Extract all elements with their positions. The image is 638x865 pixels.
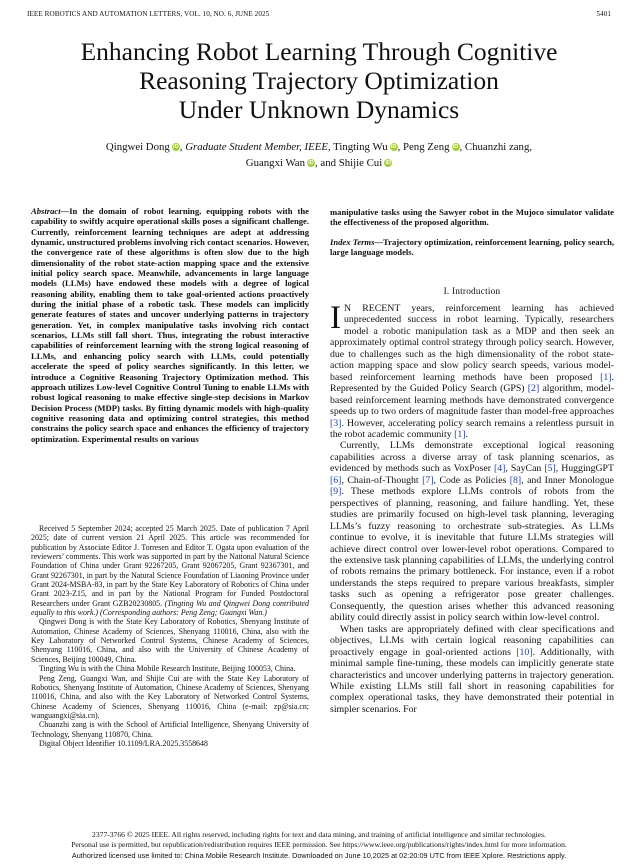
author-list bbox=[20, 140, 618, 171]
author-line-1 bbox=[20, 140, 618, 156]
citation-link[interactable]: [10] bbox=[516, 646, 533, 658]
running-header bbox=[27, 10, 611, 18]
intro-paragraph-3 bbox=[330, 624, 614, 716]
intro-text: . These methods explore LLMs controls of robots from the perspectives of planning, reasoning, and failure handling. Yet, these studies are primarily focused on high-level task planning, leveraging LLMs’s fuzzy reasoning to orchestrate sub-strategies. As LLMs continue to evolve, it is inevitable that future LLMs strategies will achieve direct control over lower-level robot operations. Compared to the extensive task planning capabilities of LLMs, the underlying control of robots remains the primary bottleneck. For instance, even if a robot understands the steps required to prepare various breakfasts, simpler tasks such as opening a refrigerator pose greater challenges. Consequently, the question arises whether this advanced reasoning ability could directly assist in policy search within low-level control. bbox=[330, 486, 614, 624]
footnote-affiliation: Chuanzhi zang is with the School of Artificial Intelligence, Shenyang University of Technology, Shenyang 110870, China. bbox=[31, 720, 309, 739]
intro-paragraph-2 bbox=[330, 440, 614, 623]
authorized-use-banner: Authorized licensed use limited to: China Mobile Research Institute. Downloaded on June 10,2025 at 02:20:09 UTC from IEEE Xplore. Restrictions apply. bbox=[71, 851, 567, 860]
intro-text: . Additionally, with minimal sample fine-tuning, these models can implicitly generate state characteristics and uncover underlying patterns in trajectory generation. While existing LLMs still fall short in reasoning capabilities for complex operational tasks, they have demonstrated their potential in simpler scenarios. For bbox=[330, 646, 614, 715]
author-membership: , Graduate Student Member, IEEE, bbox=[179, 141, 331, 153]
author-name: Tingting Wu bbox=[330, 141, 388, 153]
orcid-icon[interactable]: iD bbox=[173, 144, 179, 150]
citation-link[interactable]: [6] bbox=[330, 474, 342, 486]
page-number: 5401 bbox=[596, 10, 611, 18]
citation-link[interactable]: [4] bbox=[493, 463, 506, 475]
citation-link[interactable]: [5] bbox=[544, 463, 556, 475]
author-name: , Peng Zeng bbox=[397, 141, 450, 153]
intro-text: Currently, LLMs demonstrate exceptional logical reasoning capabilities across a diverse array of task planning scenarios, as evidenced by methods such as VoxPoser bbox=[330, 440, 614, 475]
author-name: Qingwei Dong bbox=[105, 141, 170, 153]
citation-link[interactable]: [9] bbox=[330, 486, 342, 498]
footnote-affiliation: Tingting Wu is with the China Mobile Research Institute, Beijing 100053, China. bbox=[39, 664, 296, 674]
index-terms-label: Index Terms— bbox=[330, 237, 384, 247]
footnote-doi: Digital Object Identifier 10.1109/LRA.2025.3558648 bbox=[39, 738, 208, 748]
copyright-notice bbox=[20, 830, 618, 849]
author-name: , and Shijie Cui bbox=[315, 156, 383, 169]
title-line-2: Reasoning Trajectory Optimization bbox=[139, 66, 499, 95]
intro-text: , Chain-of-Thought bbox=[341, 474, 423, 486]
footnote-text: Received 5 September 2024; accepted 25 March 2025. Date of publication 7 April 2025; date of current version 21 April 2025. This article was recommended for publication by Associate Editor J. Torresen and Editor T. Ogata upon evaluation of the reviewers’ comments. This work was supported in part by the National Natural Science Foundation of China under Grant 92267205, Grant 92067205, Grant 92367301, and Grant 92267301, in part by the Natural Science Foundation of Liaoning Province under Grant 2024-MSBA-83, in part by the State Key Laboratory of Robotics of China under Grant 2023-Z15, and in part by the National Program for Funded Postdoctoral Researchers under Grant GZB20230805. bbox=[31, 524, 309, 608]
author-name: , Chuanzhi zang, bbox=[459, 141, 533, 153]
intro-text: , and Inner Monologue bbox=[521, 474, 614, 486]
intro-text: . bbox=[465, 428, 468, 440]
intro-paragraph-1 bbox=[330, 300, 614, 440]
footnote-corresponding: (Tingting Wu and Qingwei Dong contributed equally to this work.) (Corresponding authors: Peng Zeng; Guangxi Wan.) bbox=[31, 598, 309, 618]
introduction-body bbox=[330, 300, 614, 715]
citation-link[interactable]: [2] bbox=[527, 383, 540, 395]
abstract-text: In the domain of robot learning, equipping robots with the capability to swiftly acquire operational skills poses a significant challenge. Currently, reinforcement learning techniques are adept at addressing dynamic, unstructured problems involving rich contact scenarios. However, the convergence rate of these algorithms is often slow due to the high dimensionality of the robot state-action mapping space and the extensive initial policy search space. Meanwhile, advancements in large language models (LLMs) have endowed these models with a degree of logical reasoning ability, enabling them to take goal-oriented actions proactively during the initial phase of a robotic task. These models can implicitly generate features of states and uncover underlying patterns in trajectory generation. Yet, in complex manipulative tasks involving rich contact scenarios, LLMs still fall short. Thus, integrating the robust interactive capabilities of reinforcement learning with the strong logical reasoning of LLMs, and enhancing policy search with LLMs, could potentially accelerate the speed of policy searches significantly. In this letter, we introduce a Cognitive Reasoning Trajectory Optimization method. This approach utilizes Low-level Cognitive Control Tuning to enable LLMs with robust logical reasoning to make effective single-step decisions in Markov Decision Process (MDP) tasks. By fitting dynamic models with high-quality cognitive reasoning data and optimizing control strategies, this method constrains the policy search space and enhances the efficiency of trajectory optimization. Experimental results on various bbox=[31, 206, 309, 444]
citation-link[interactable]: [7] bbox=[422, 474, 434, 486]
footnote-affiliation: Qingwei Dong is with the State Key Laboratory of Robotics, Shenyang Institute of Automation, Chinese Academy of Sciences, Shenyang 110016, China, also with the Key Laboratory of Networked Control Systems, Chinese Academy of Sciences, Shenyang 110016, China, and also with the University of Chinese Academy of Sciences, Beijing 100049, China. bbox=[31, 617, 309, 664]
index-terms-text: Trajectory optimization, reinforcement learning, policy search, large language models. bbox=[330, 237, 615, 258]
title-line-3: Under Unknown Dynamics bbox=[178, 95, 460, 124]
section-heading: I. Introduction bbox=[443, 287, 501, 297]
footnote-received bbox=[31, 524, 309, 617]
footnotes bbox=[31, 524, 309, 748]
intro-text: N RECENT years, reinforcement learning has achieved unprecedented success in robot learning. Typically, researchers model a robotic manipulation task as a MDP and then seek an approximately optimal control strategy through policy search. However, due to challenges such as the high dimensionality of the robot state-action mapping space and slow policy search speeds, various model-based reinforcement learning methods have been proposed bbox=[330, 303, 614, 383]
abstract-label: Abstract— bbox=[31, 206, 70, 216]
intro-text: When tasks are appropriately defined with clear specifications and objectives, LLMs with certain logical reasoning capabilities can proactively engage in goal-oriented actions bbox=[330, 623, 614, 658]
orcid-icon[interactable]: iD bbox=[308, 159, 314, 166]
orcid-icon[interactable]: iD bbox=[390, 144, 397, 150]
footnote-affiliation: Peng Zeng, Guangxi Wan, and Shijie Cui are with the State Key Laboratory of Robotics, Shenyang Institute of Automation, Chinese Academy of Sciences, Shenyang 110016, China, and also with the Key Laboratory of Networked Control Systems, Chinese Academy of Sciences, Shenyang 110016, China (e-mail: zp@sia.cn; wanguangxi@sia.cn). bbox=[31, 673, 309, 720]
intro-text: . Represented by the Guided Policy Search (GPS) bbox=[330, 371, 614, 395]
index-terms bbox=[330, 237, 614, 258]
citation-link[interactable]: [1] bbox=[600, 371, 612, 383]
citation-link[interactable]: [8] bbox=[509, 474, 522, 486]
copyright-line-2: Personal use is permitted, but republication/redistribution requires IEEE permission. See https://www.ieee.org/publications/rights/index.html for more information. bbox=[71, 839, 567, 849]
abstract-continued: manipulative tasks using the Sawyer robot in the Mujoco simulator validate the effectiveness of the proposed algorithm. bbox=[330, 207, 614, 228]
title-line-1: Enhancing Robot Learning Through Cognitive bbox=[80, 37, 558, 66]
intro-text: , Code as Policies bbox=[433, 474, 510, 486]
intro-text: algorithm, model-based reinforcement learning methods have demonstrated convergence speeds up to two orders of magnitude faster than model-free approaches bbox=[330, 383, 614, 418]
drop-cap: I bbox=[330, 300, 341, 336]
intro-text: , HuggingGPT bbox=[555, 463, 614, 475]
citation-link[interactable]: [1] bbox=[454, 428, 466, 440]
orcid-icon[interactable]: iD bbox=[385, 159, 391, 166]
intro-text: , SayCan bbox=[505, 463, 545, 475]
paper-title bbox=[20, 37, 618, 124]
abstract bbox=[31, 206, 309, 444]
author-name: Guangxi Wan bbox=[245, 156, 306, 169]
journal-header: IEEE ROBOTICS AND AUTOMATION LETTERS, VOL. 10, NO. 6, JUNE 2025 bbox=[27, 10, 270, 18]
citation-link[interactable]: [3] bbox=[330, 417, 342, 429]
copyright-line-1: 2377-3766 © 2025 IEEE. All rights reserved, including rights for text and data mining, and training of artificial intelligence and similar technologies. bbox=[92, 830, 546, 839]
orcid-icon[interactable]: iD bbox=[452, 144, 459, 150]
author-line-2 bbox=[20, 156, 618, 172]
intro-text: . However, accelerating policy search remains a relentless pursuit in the robot academic community bbox=[330, 417, 614, 440]
